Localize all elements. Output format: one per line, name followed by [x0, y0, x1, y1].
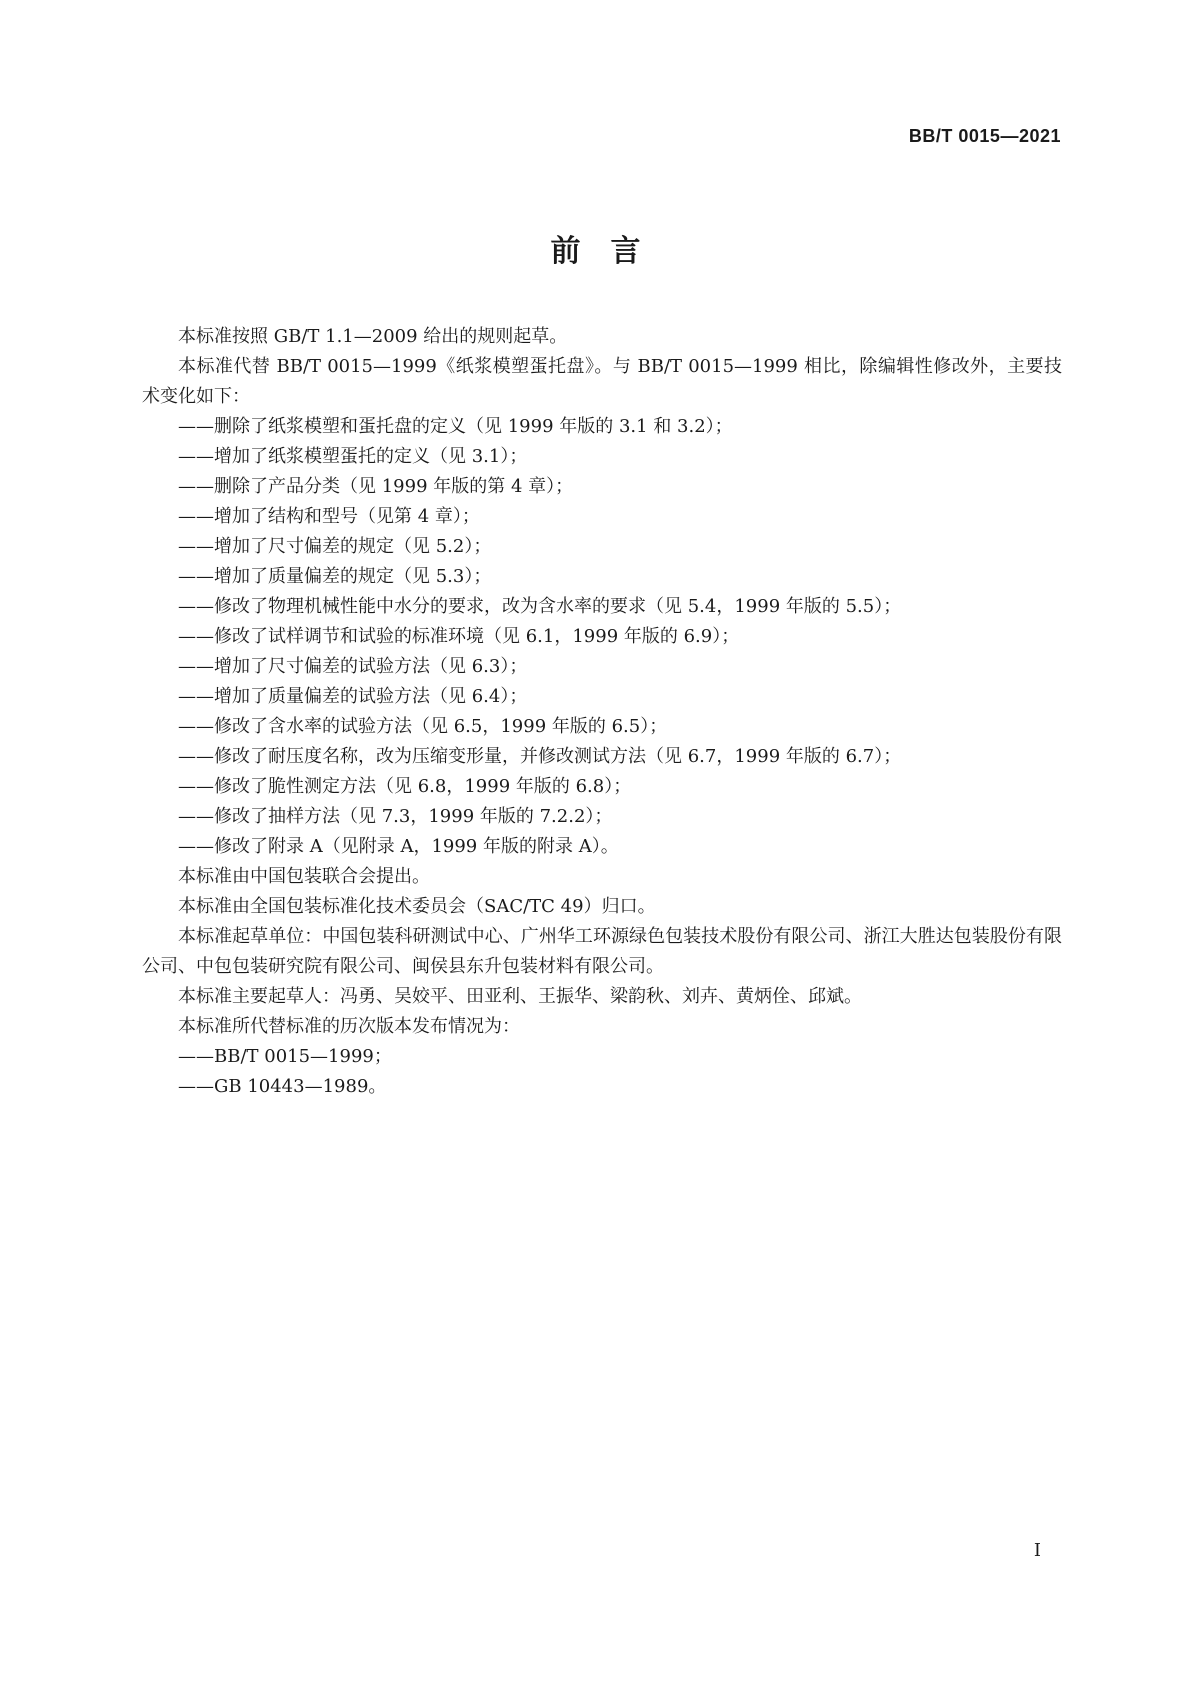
paragraph-drafters: 本标准主要起草人：冯勇、吴姣平、田亚利、王振华、梁韵秋、刘卉、黄炳佺、邱斌。: [178, 986, 862, 1007]
list-item: ——增加了质量偏差的试验方法（见 6.4）；: [178, 686, 528, 707]
standard-code: BB/T 0015—2021: [908, 126, 1061, 146]
list-item: ——增加了尺寸偏差的规定（见 5.2）；: [178, 536, 492, 557]
paragraph-drafting-rules: 本标准按照 GB/T 1.1—2009 给出的规则起草。: [178, 326, 568, 347]
page-number: I: [1033, 1540, 1041, 1561]
list-item: ——修改了附录 A（见附录 A，1999 年版的附录 A）。: [178, 836, 619, 857]
history-list: [142, 1042, 1062, 1102]
list-item: ——修改了抽样方法（见 7.3，1999 年版的 7.2.2）；: [178, 806, 613, 827]
paragraph-drafting-units: 本标准起草单位：中国包装科研测试中心、广州华工环源绿色包装技术股份有限公司、浙江大胜达包装股份有限公司、中包包装研究院有限公司、闽侯县东升包装材料有限公司。: [142, 926, 1062, 977]
list-item: ——GB 10443—1989。: [178, 1076, 387, 1097]
list-item: ——修改了物理机械性能中水分的要求，改为含水率的要求（见 5.4，1999 年版的 5.5）；: [178, 596, 902, 617]
list-item: ——删除了纸浆模塑和蛋托盘的定义（见 1999 年版的 3.1 和 3.2）；: [178, 416, 733, 437]
paragraph-committee: 本标准由全国包装标准化技术委员会（SAC/TC 49）归口。: [178, 896, 656, 917]
list-item: ——增加了结构和型号（见第 4 章）；: [178, 506, 480, 527]
list-item: ——BB/T 0015—1999；: [178, 1046, 392, 1067]
list-item: ——增加了尺寸偏差的试验方法（见 6.3）；: [178, 656, 528, 677]
list-item: ——修改了脆性测定方法（见 6.8，1999 年版的 6.8）；: [178, 776, 632, 797]
changes-list: [142, 412, 1062, 862]
list-item: ——修改了耐压度名称，改为压缩变形量，并修改测试方法（见 6.7，1999 年版的 6.7）；: [178, 746, 902, 767]
list-item: ——修改了试样调节和试验的标准环境（见 6.1，1999 年版的 6.9）；: [178, 626, 740, 647]
page-title: 前 言: [550, 234, 641, 269]
list-item: ——增加了纸浆模塑蛋托的定义（见 3.1）；: [178, 446, 528, 467]
list-item: ——修改了含水率的试验方法（见 6.5，1999 年版的 6.5）；: [178, 716, 668, 737]
paragraph-history-intro: 本标准所代替标准的历次版本发布情况为：: [178, 1016, 520, 1037]
paragraph-proposer: 本标准由中国包装联合会提出。: [178, 866, 430, 887]
paragraph-replacement: 本标准代替 BB/T 0015—1999《纸浆模塑蛋托盘》。与 BB/T 0015—1999 相比，除编辑性修改外，主要技术变化如下：: [142, 356, 1062, 407]
document-body: [142, 322, 1062, 1102]
list-item: ——删除了产品分类（见 1999 年版的第 4 章）；: [178, 476, 574, 497]
list-item: ——增加了质量偏差的规定（见 5.3）；: [178, 566, 492, 587]
